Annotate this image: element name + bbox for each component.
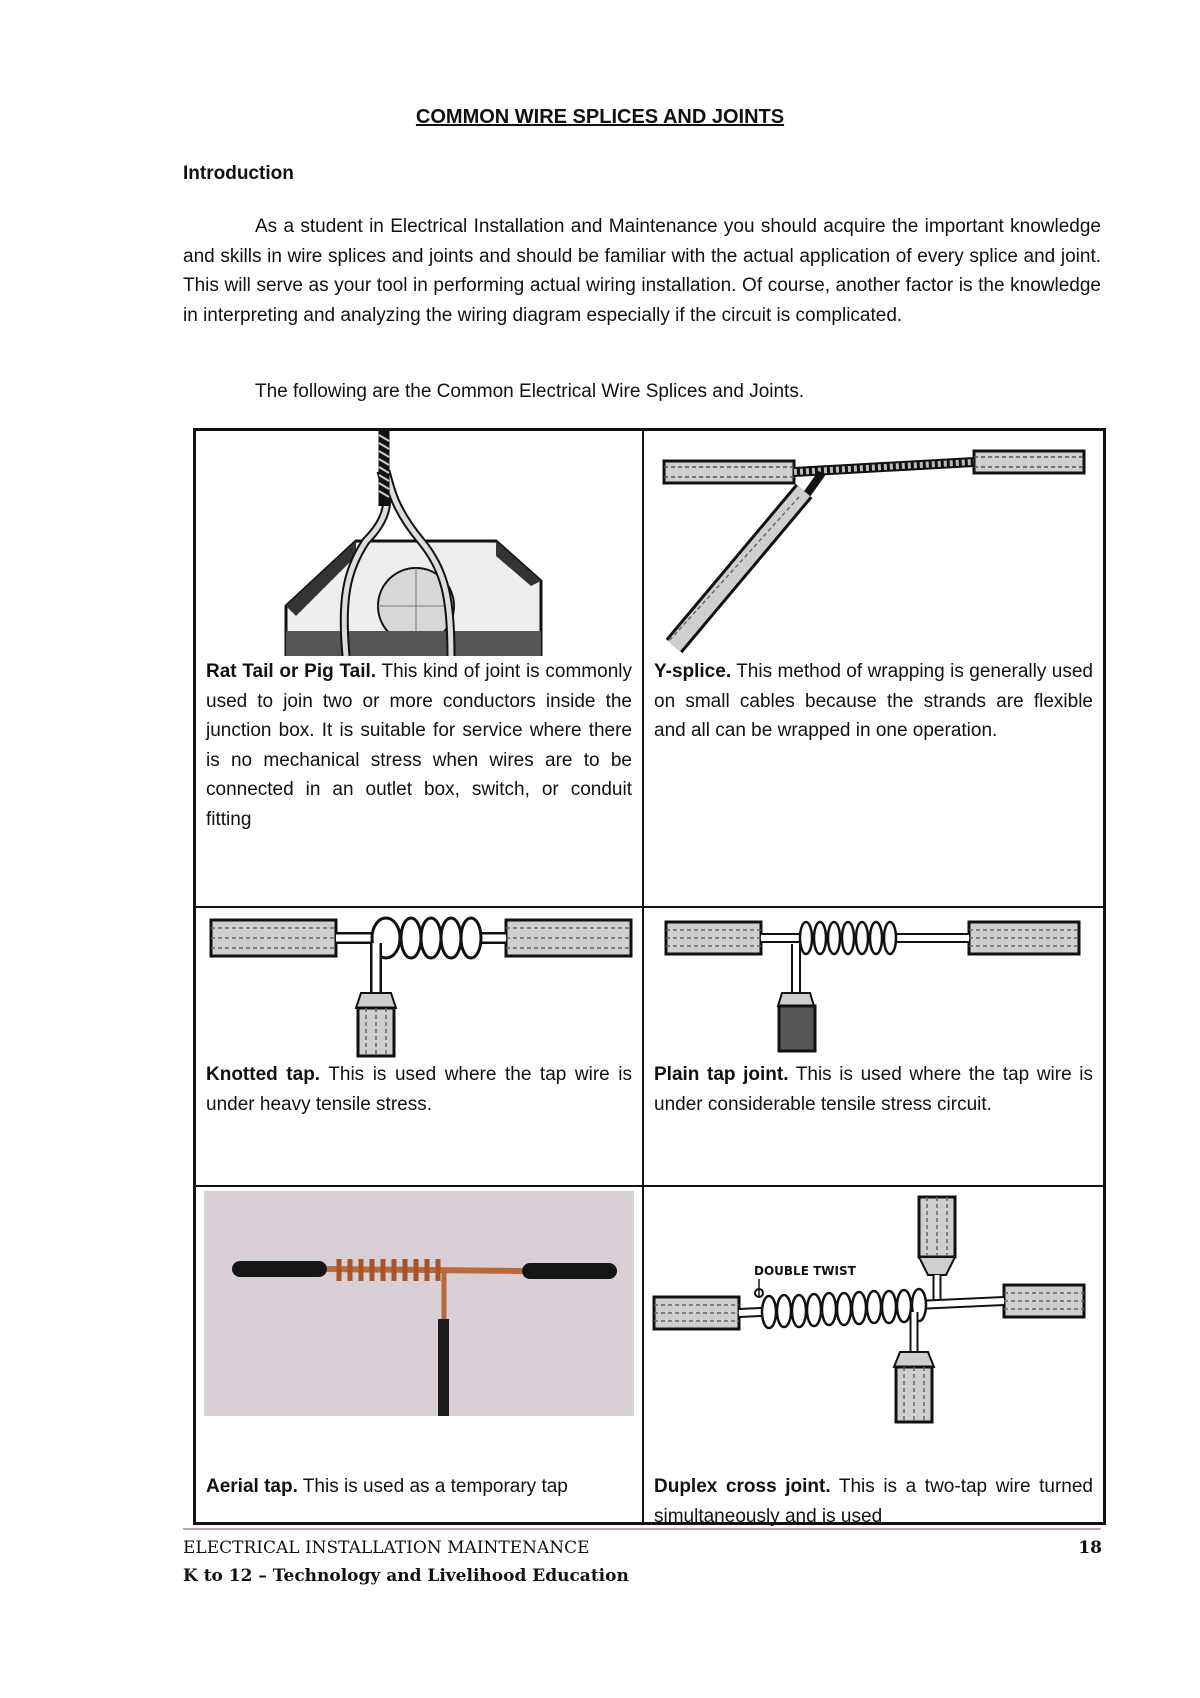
rat-tail-caption [206, 657, 632, 834]
knotted-tap-name: Knotted tap. [206, 1064, 321, 1085]
knotted-tap-caption [206, 1060, 632, 1119]
duplex-cross-caption [654, 1472, 1093, 1531]
intro-paragraph: As a student in Electrical Installation and Maintenance you should acquire the important knowledge and skills in wire splices and joints and should be familiar with the actual application of every splice and joint. This will serve as your tool in performing actual wiring installation. Of course, another factor is the knowledge in interpreting and analyzing the wiring diagram especially if the circuit is complicated. [183, 216, 1101, 326]
rat-tail-figure [196, 431, 642, 656]
aerial-tap-name: Aerial tap. [206, 1476, 298, 1497]
splice-cell-plain-tap [644, 908, 1103, 1185]
knotted-tap-figure [196, 908, 642, 1058]
plain-tap-caption [654, 1060, 1093, 1119]
y-splice-figure [644, 431, 1103, 656]
duplex-cross-figure [644, 1187, 1103, 1427]
y-splice-description: This method of wrapping is generally used on small cables because the strands are flexible and all can be wrapped in one operation. [654, 661, 1093, 741]
splice-cell-knotted-tap [196, 908, 642, 1185]
aerial-tap-photo [204, 1191, 634, 1416]
aerial-tap-description: This is used as a temporary tap [297, 1476, 568, 1497]
splice-cell-aerial-tap [196, 1187, 642, 1522]
plain-tap-description: This is used where the tap wire is under considerable tensile stress circuit. [654, 1064, 1093, 1115]
double-twist-label: DOUBLE TWIST [754, 1264, 856, 1278]
duplex-cross-description: This is a two-tap wire turned simultaneously and is used [654, 1476, 1094, 1527]
splice-cell-duplex-cross [644, 1187, 1103, 1527]
footer-rule [183, 1528, 1101, 1530]
y-splice-caption [654, 657, 1093, 746]
footer-course: ELECTRICAL INSTALLATION MAINTENANCE [183, 1538, 590, 1558]
knotted-tap-description: This is used where the tap wire is under heavy tensile stress. [206, 1064, 632, 1115]
rat-tail-description: This kind of joint is commonly used to join two or more conductors inside the junction box. It is suitable for service where there is no mechanical stress when wires are to be connected in an outlet box, switch, or conduit fitting [206, 661, 632, 830]
rat-tail-name: Rat Tail or Pig Tail. [206, 661, 377, 682]
intro-heading: Introduction [183, 163, 294, 184]
y-splice-name: Y-splice. [654, 661, 732, 682]
plain-tap-name: Plain tap joint. [654, 1064, 789, 1085]
plain-tap-figure [644, 908, 1103, 1058]
splice-cell-y-splice [644, 431, 1103, 906]
lead-line: The following are the Common Electrical Wire Splices and Joints. [255, 381, 805, 402]
page-number: 18 [1078, 1538, 1102, 1558]
aerial-tap-caption [206, 1472, 632, 1502]
splices-table [193, 428, 1106, 1525]
splice-cell-rat-tail [196, 431, 642, 906]
page-title: COMMON WIRE SPLICES AND JOINTS [415, 106, 785, 128]
duplex-cross-name: Duplex cross joint. [654, 1476, 831, 1497]
footer-program: K to 12 – Technology and Livelihood Education [183, 1566, 629, 1586]
